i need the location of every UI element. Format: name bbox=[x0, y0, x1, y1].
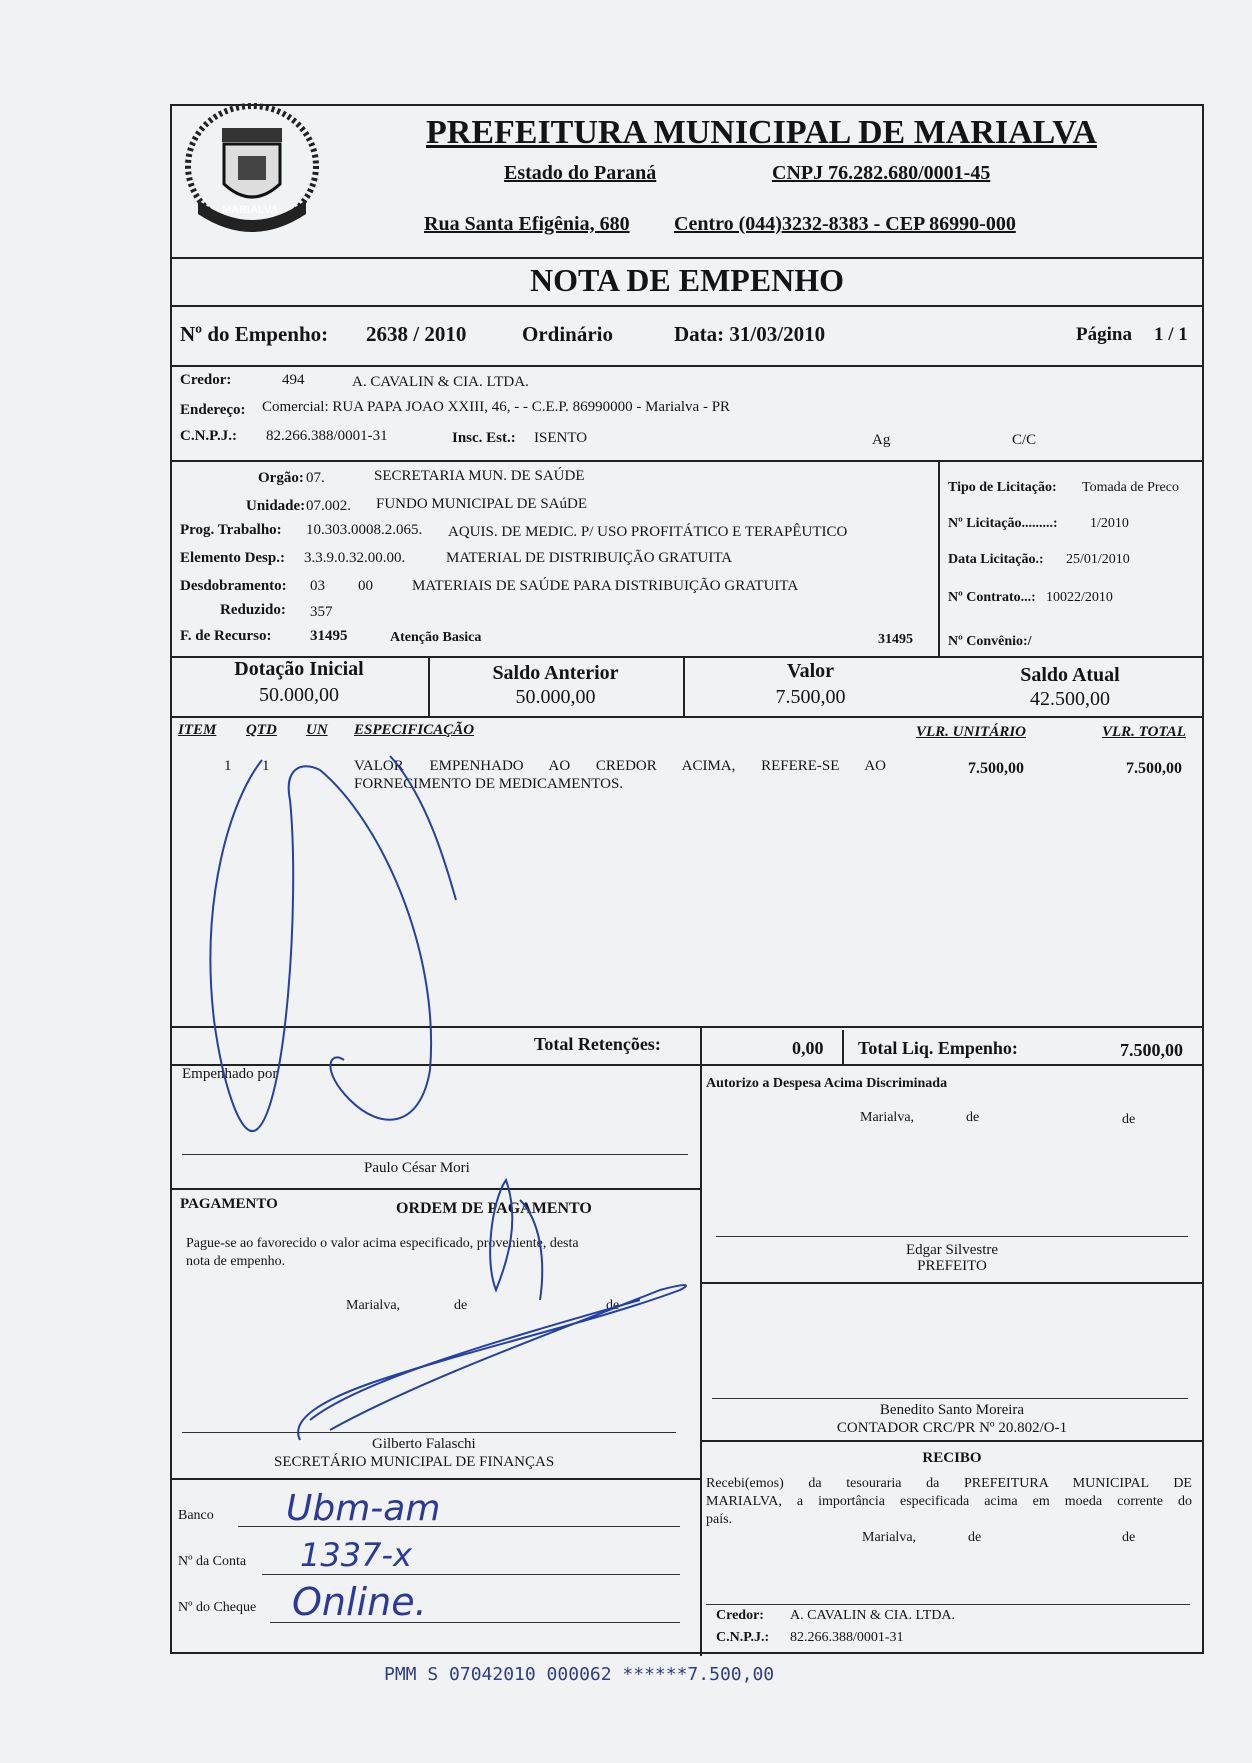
contador-nome: Benedito Santo Moreira bbox=[879, 1402, 1025, 1418]
reduzido-value: 357 bbox=[310, 604, 333, 620]
pagamento-label: PAGAMENTO bbox=[180, 1196, 278, 1212]
recibo-title: RECIBO bbox=[922, 1450, 982, 1466]
insc-label: Insc. Est.: bbox=[452, 430, 516, 446]
prefeito-nome: Edgar Silvestre bbox=[905, 1242, 999, 1258]
contrato-value: 10022/2010 bbox=[1046, 590, 1113, 605]
autorizo-de1: de bbox=[966, 1110, 980, 1125]
reduzido-label: Reduzido: bbox=[220, 602, 286, 618]
col-especificacao: ESPECIFICAÇÃO bbox=[354, 722, 475, 738]
prog-label: Prog. Trabalho: bbox=[180, 522, 282, 538]
page-label: Página bbox=[1076, 324, 1132, 345]
empenhado-label: Empenhado por bbox=[182, 1066, 278, 1082]
header-contact: Centro (044)3232-8383 - CEP 86990-000 bbox=[674, 213, 1016, 235]
cheque-label: Nº do Cheque bbox=[178, 1600, 257, 1615]
credor-code: 494 bbox=[282, 372, 305, 388]
cc-label: C/C bbox=[1012, 432, 1037, 448]
recibo-marialva: Marialva, bbox=[862, 1530, 917, 1545]
unidade-label: Unidade: bbox=[246, 498, 306, 514]
col-qtd: QTD bbox=[246, 722, 277, 738]
valor-label: Valor bbox=[786, 660, 835, 682]
desd-name: MATERIAIS DE SAÚDE PARA DISTRIBUIÇÃO GRATUITA bbox=[412, 578, 799, 594]
conta-label: Nº da Conta bbox=[178, 1554, 247, 1569]
desd-code1: 03 bbox=[310, 578, 325, 594]
col-un: UN bbox=[306, 722, 328, 738]
header-cnpj: CNPJ 76.282.680/0001-45 bbox=[772, 162, 991, 184]
elem-label: Elemento Desp.: bbox=[180, 550, 285, 566]
elem-code: 3.3.9.0.32.00.00. bbox=[304, 550, 406, 566]
recibo-de1: de bbox=[968, 1530, 982, 1545]
empenho-type: Ordinário bbox=[522, 322, 614, 346]
recibo-cnpj-label: C.N.P.J.: bbox=[716, 1630, 770, 1645]
endereco-label: Endereço: bbox=[180, 402, 246, 418]
tipo-licitacao-value: Tomada de Preco bbox=[1082, 480, 1179, 495]
recibo-texto1: Recebi(emos) da tesouraria da PREFEITURA MUNICIPAL DE bbox=[706, 1476, 1192, 1491]
prog-name: AQUIS. DE MEDIC. P/ USO PROFITÁTICO E TERAPÊUTICO bbox=[448, 524, 848, 540]
recibo-texto3: país. bbox=[706, 1512, 733, 1527]
recibo-credor: A. CAVALIN & CIA. LTDA. bbox=[790, 1608, 956, 1623]
dotacao-inicial-value: 50.000,00 bbox=[259, 684, 339, 706]
doc-title: NOTA DE EMPENHO bbox=[529, 262, 845, 298]
autorizo-text: Autorizo a Despesa Acima Discriminada bbox=[706, 1076, 948, 1091]
cnpj-value: 82.266.388/0001-31 bbox=[266, 428, 388, 444]
pagamento-de1: de bbox=[454, 1298, 468, 1313]
total-retencoes-label: Total Retenções: bbox=[534, 1034, 661, 1054]
col-item: ITEM bbox=[178, 722, 217, 738]
endereco-value: Comercial: RUA PAPA JOAO XXIII, 46, - - C.E.P. 86990000 - Marialva - PR bbox=[262, 399, 731, 415]
empenho-label: Nº do Empenho: bbox=[180, 322, 329, 346]
credor-label: Credor: bbox=[180, 372, 232, 388]
empenhado-nome: Paulo César Mori bbox=[364, 1160, 470, 1176]
saldo-anterior-value: 50.000,00 bbox=[515, 686, 596, 708]
valor-value: 7.500,00 bbox=[775, 686, 846, 708]
recibo-cnpj: 82.266.388/0001-31 bbox=[790, 1630, 904, 1645]
pagamento-de2: de bbox=[606, 1298, 620, 1313]
unidade-name: FUNDO MUNICIPAL DE SAúDE bbox=[376, 496, 587, 512]
payment-stamp: PMM S 07042010 000062 ******7.500,00 bbox=[384, 1664, 775, 1685]
contador-cargo: CONTADOR CRC/PR Nº 20.802/O-1 bbox=[836, 1420, 1068, 1436]
header-address: Rua Santa Efigênia, 680 bbox=[424, 213, 630, 235]
ag-label: Ag bbox=[872, 432, 891, 448]
recibo-texto2: MARIALVA, a importância especificada acima em moeda corrente do bbox=[706, 1494, 1192, 1509]
header-title: PREFEITURA MUNICIPAL DE MARIALVA bbox=[426, 114, 1097, 151]
saldo-anterior-label: Saldo Anterior bbox=[492, 662, 619, 684]
prog-code: 10.303.0008.2.065. bbox=[306, 522, 423, 538]
cheque-handwriting: Online. bbox=[292, 1580, 427, 1624]
autorizo-marialva: Marialva, bbox=[860, 1110, 915, 1125]
recurso-label: F. de Recurso: bbox=[180, 628, 272, 644]
orgao-name: SECRETARIA MUN. DE SAÚDE bbox=[374, 468, 585, 484]
desd-label: Desdobramento: bbox=[180, 578, 287, 594]
desd-code2: 00 bbox=[358, 578, 373, 594]
row-esp-line2: FORNECIMENTO DE MEDICAMENTOS. bbox=[354, 776, 624, 792]
data-licitacao-value: 25/01/2010 bbox=[1066, 552, 1130, 567]
empenho-number: 2638 / 2010 bbox=[366, 322, 467, 346]
credor-name: A. CAVALIN & CIA. LTDA. bbox=[352, 374, 529, 390]
conta-handwriting: 1337-x bbox=[300, 1536, 412, 1574]
recurso-code2: 31495 bbox=[878, 632, 913, 647]
contrato-label: Nº Contrato...: bbox=[948, 590, 1036, 605]
secretario-cargo: SECRETÁRIO MUNICIPAL DE FINANÇAS bbox=[274, 1454, 555, 1470]
row-vlr-total: 7.500,00 bbox=[1126, 760, 1182, 777]
col-vlr-total: VLR. TOTAL bbox=[1102, 724, 1186, 740]
num-licitacao-label: Nº Licitação.........: bbox=[948, 516, 1058, 531]
pagamento-texto2: nota de empenho. bbox=[186, 1254, 286, 1269]
recurso-code: 31495 bbox=[310, 628, 348, 644]
cnpj-label: C.N.P.J.: bbox=[180, 428, 237, 444]
saldo-atual-value: 42.500,00 bbox=[1030, 688, 1110, 710]
recurso-name: Atenção Basica bbox=[390, 630, 482, 645]
dotacao-inicial-label: Dotação Inicial bbox=[234, 658, 364, 680]
total-liq-value: 7.500,00 bbox=[1120, 1040, 1183, 1060]
row-esp-line1: VALOR EMPENHADO AO CREDOR ACIMA, REFERE-SE AO bbox=[354, 758, 886, 774]
row-vlr-unitario: 7.500,00 bbox=[968, 760, 1024, 777]
elem-name: MATERIAL DE DISTRIBUIÇÃO GRATUITA bbox=[446, 550, 733, 566]
col-vlr-unitario: VLR. UNITÁRIO bbox=[916, 724, 1027, 740]
seal-banner-text: MARIALVA bbox=[222, 204, 279, 216]
unidade-code: 07.002. bbox=[306, 498, 351, 514]
prefeito-cargo: PREFEITO bbox=[917, 1258, 987, 1274]
total-retencoes-value: 0,00 bbox=[792, 1038, 824, 1058]
recibo-de2: de bbox=[1122, 1530, 1136, 1545]
data-licitacao-label: Data Licitação.: bbox=[948, 552, 1044, 567]
convenio-label: Nº Convênio:/ bbox=[948, 634, 1032, 649]
pagamento-marialva: Marialva, bbox=[346, 1298, 401, 1313]
tipo-licitacao-label: Tipo de Licitação: bbox=[948, 480, 1057, 495]
row-qtd: 1 bbox=[262, 758, 270, 774]
banco-label: Banco bbox=[178, 1508, 214, 1523]
pagamento-texto1: Pague-se ao favorecido o valor acima especificado, proveniente, desta bbox=[186, 1236, 579, 1251]
total-liq-label: Total Liq. Empenho: bbox=[858, 1038, 1018, 1058]
secretario-nome: Gilberto Falaschi bbox=[372, 1436, 476, 1452]
page-value: 1 / 1 bbox=[1154, 324, 1188, 345]
ordem-pagamento: ORDEM DE PAGAMENTO bbox=[396, 1200, 592, 1217]
recibo-credor-label: Credor: bbox=[716, 1608, 764, 1623]
orgao-label: Orgão: bbox=[258, 470, 304, 486]
autorizo-de2: de bbox=[1122, 1112, 1136, 1127]
empenho-date: Data: 31/03/2010 bbox=[674, 322, 826, 346]
banco-handwriting: Ubm-am bbox=[286, 1488, 441, 1529]
saldo-atual-label: Saldo Atual bbox=[1020, 664, 1120, 686]
insc-value: ISENTO bbox=[534, 430, 588, 446]
num-licitacao-value: 1/2010 bbox=[1090, 516, 1129, 531]
header-state: Estado do Paraná bbox=[504, 162, 657, 184]
orgao-code: 07. bbox=[306, 470, 325, 486]
row-item: 1 bbox=[224, 758, 232, 774]
